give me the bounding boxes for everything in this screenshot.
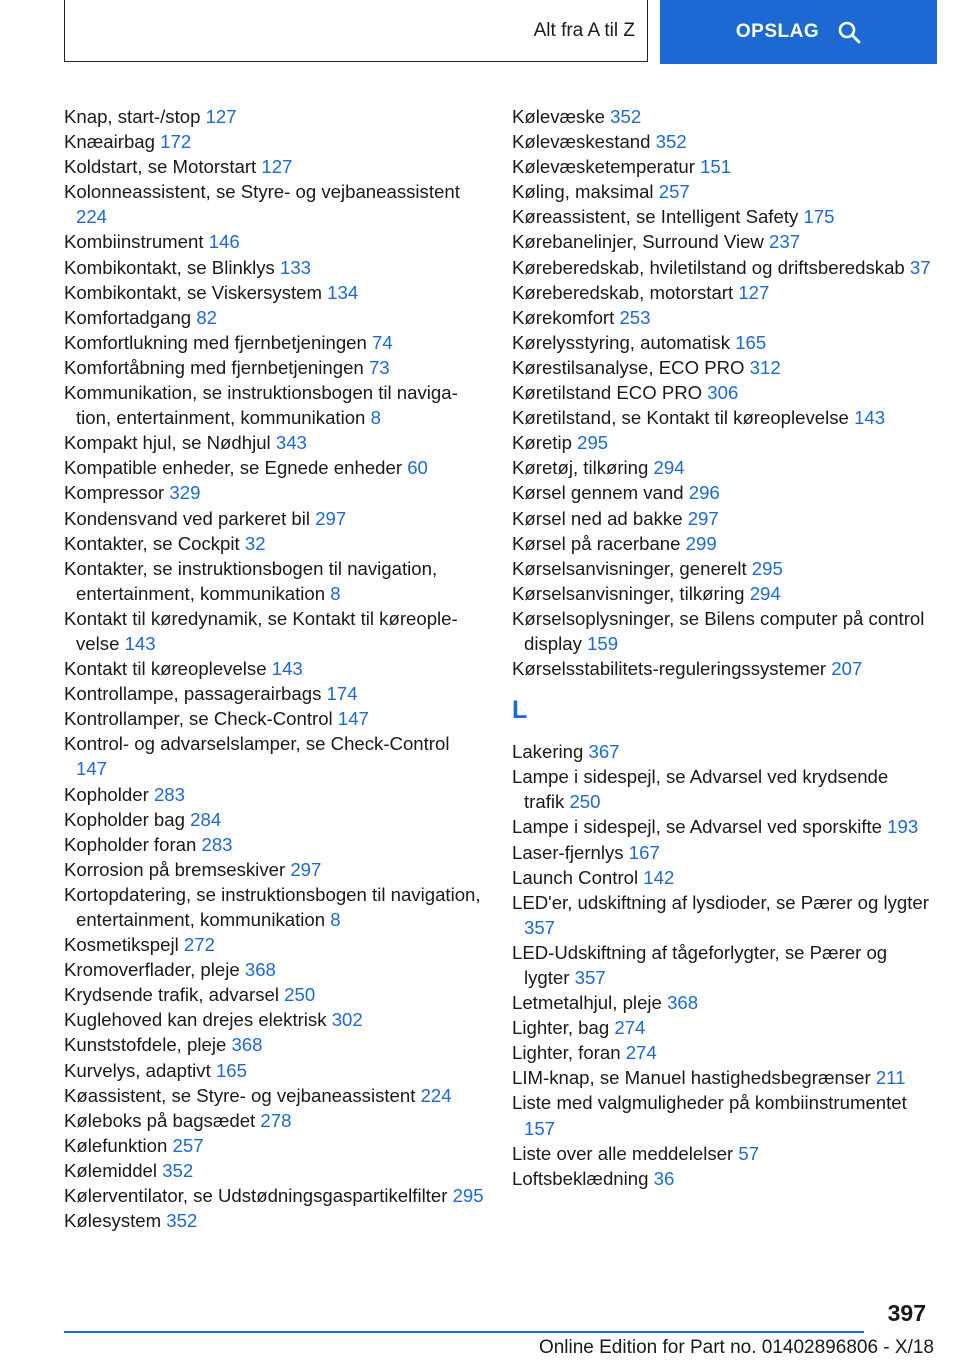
index-entry: [64, 455, 484, 480]
entry-term: Kørselsoplysninger, se Bilens computer på control display: [512, 607, 925, 654]
index-entry: [512, 581, 932, 606]
page-link[interactable]: 329: [169, 482, 201, 504]
index-entry: [512, 430, 932, 455]
entry-term: Loftsbeklædning: [512, 1167, 649, 1189]
entry-term: Kørselsanvisninger, generelt: [512, 557, 747, 579]
index-entry: [512, 990, 932, 1015]
entry-term: Køretilstand, se Kontakt til køreoplevelse: [512, 407, 849, 429]
page-link[interactable]: 295: [452, 1185, 484, 1207]
entry-term: Kromoverflader, pleje: [64, 959, 240, 981]
entry-term: Kørekomfort: [512, 306, 615, 328]
index-entry: [512, 556, 932, 581]
index-entry: [512, 531, 932, 556]
entry-term: Launch Control: [512, 866, 639, 888]
entry-term: Kontrollamper, se Check-Control: [64, 708, 333, 730]
page-link[interactable]: 143: [124, 632, 156, 654]
index-entry: [64, 706, 484, 731]
index-entry: [64, 305, 484, 330]
entry-term: Kølevæske: [512, 106, 605, 127]
page-link[interactable]: 274: [625, 1042, 657, 1064]
entry-term: Køretip: [512, 432, 572, 454]
tab-opslag-label: OPSLAG: [735, 21, 820, 42]
index-entry: [512, 1065, 932, 1090]
page-link[interactable]: 343: [275, 432, 307, 454]
entry-term: LIM-knap, se Manuel hastighedsbegrænser: [512, 1067, 871, 1089]
entry-term: Kørsel ned ad bakke: [512, 507, 683, 529]
entry-term: Kompatible enheder, se Egnede enheder: [64, 457, 403, 479]
entry-term: Lighter, foran: [512, 1042, 621, 1064]
entry-term: Køleboks på bagsædet: [64, 1109, 256, 1131]
page-link[interactable]: 8: [330, 582, 341, 604]
entry-term: Køreberedskab, hviletilstand og driftsberedskab: [512, 256, 905, 278]
header: [64, 0, 937, 64]
page-link[interactable]: 211: [875, 1067, 906, 1089]
entry-term: Knap, start-/stop: [64, 106, 201, 127]
index-entry: [512, 1141, 932, 1166]
index-group-k: [512, 104, 932, 681]
index-entry: [512, 1015, 932, 1040]
page-link[interactable]: 174: [326, 683, 358, 705]
page-link[interactable]: 57: [738, 1142, 760, 1164]
index-entry: [64, 1007, 484, 1032]
entry-term: Kopholder foran: [64, 833, 197, 855]
page-link[interactable]: 143: [854, 407, 886, 429]
index-column-left: [64, 104, 484, 1233]
index-entry: [512, 204, 932, 229]
index-entry: [512, 506, 932, 531]
entry-term: Kombikontakt, se Blinklys: [64, 256, 275, 278]
index-entry: [512, 890, 932, 940]
entry-term: LED'er, udskiftning af lysdioder, se Pærer og lygter: [512, 891, 929, 913]
page-link[interactable]: 127: [738, 281, 770, 303]
index-entry: [64, 355, 484, 380]
entry-term: Kølevæsketemperatur: [512, 156, 695, 178]
index-entry: [64, 932, 484, 957]
page-link[interactable]: 74: [372, 331, 393, 353]
entry-term: Kortopdatering, se instruktionsbogen til navigation, entertainment, kommunikation: [64, 883, 481, 930]
entry-term: Kølevæskestand: [512, 131, 651, 153]
entry-term: Letmetalhjul, pleje: [512, 992, 662, 1014]
index-entry: [512, 1090, 932, 1140]
page-link[interactable]: 224: [76, 206, 108, 228]
entry-term: Lampe i sidespejl, se Advarsel ved sporskifte: [512, 816, 882, 838]
entry-term: Kølemiddel: [64, 1159, 158, 1181]
page-link[interactable]: 175: [803, 206, 835, 228]
entry-term: Kølefunktion: [64, 1134, 168, 1156]
entry-term: Kombikontakt, se Viskersystem: [64, 281, 322, 303]
entry-term: Kontrol- og advarselslamper, se Check-Control: [64, 733, 450, 755]
index-entry: [64, 681, 484, 706]
index-group-l: [512, 739, 932, 1191]
entry-term: Liste over alle meddelelser: [512, 1142, 734, 1164]
index-entry: [64, 1058, 484, 1083]
index-entry: [64, 506, 484, 531]
index-entry: [64, 1208, 484, 1233]
entry-term: Kontakter, se instruktionsbogen til navigation, entertainment, kommunikation: [64, 557, 438, 604]
entry-term: Kørestilsanalyse, ECO PRO: [512, 356, 745, 378]
index-entry: [512, 1040, 932, 1065]
entry-term: Kontakt til køreoplevelse: [64, 658, 267, 680]
entry-term: Kølerventilator, se Udstødningsgaspartikelfilter: [64, 1185, 448, 1207]
entry-term: Kontakt til køredynamik, se Kontakt til køreoplevelse: [64, 607, 458, 654]
page-link[interactable]: 151: [700, 156, 732, 178]
page-link[interactable]: 368: [667, 992, 699, 1014]
tab-alt-fra-a-til-z[interactable]: [64, 0, 648, 62]
index-entry: [64, 430, 484, 455]
page-link[interactable]: 237: [769, 231, 801, 253]
page-link[interactable]: 295: [751, 557, 783, 579]
page-link[interactable]: 133: [280, 256, 312, 278]
entry-term: Køling, maksimal: [512, 181, 654, 203]
page-link[interactable]: 272: [183, 934, 215, 956]
index-entry: [512, 129, 932, 154]
entry-term: Kunststofdele, pleje: [64, 1034, 227, 1056]
page-link[interactable]: 274: [614, 1017, 646, 1039]
footer-divider: [64, 1331, 864, 1333]
index-entry: [512, 305, 932, 330]
index-entry: [512, 229, 932, 254]
index-entry: [512, 405, 932, 430]
page-link[interactable]: 368: [244, 959, 276, 981]
entry-term: Køretilstand ECO PRO: [512, 382, 703, 404]
entry-term: Kombiinstrument: [64, 231, 204, 253]
page-link[interactable]: 297: [687, 507, 719, 529]
entry-term: Liste med valgmuligheder på kombiinstrumentet: [512, 1092, 907, 1114]
entry-term: Kørselsanvisninger, tilkøring: [512, 582, 745, 604]
page-link[interactable]: 284: [190, 808, 222, 830]
page-link[interactable]: 60: [407, 457, 428, 479]
page-link[interactable]: 367: [588, 741, 620, 763]
index-entry: [512, 1166, 932, 1191]
page-link[interactable]: 297: [315, 507, 347, 529]
index-entry: [64, 330, 484, 355]
index-entry: [64, 104, 484, 129]
page-link[interactable]: 8: [330, 909, 341, 930]
index-entry: [64, 832, 484, 857]
page-link[interactable]: 73: [368, 356, 390, 378]
entry-term: Laser-fjernlys: [512, 841, 624, 863]
index-entry: [64, 480, 484, 505]
entry-term: Kølesystem: [64, 1210, 162, 1232]
entry-term: Kørsel på racerbane: [512, 532, 681, 554]
page-link[interactable]: 352: [655, 131, 687, 153]
index-entry: [512, 606, 932, 656]
index-entry: [512, 656, 932, 681]
index-entry: [64, 154, 484, 179]
page-link[interactable]: 352: [610, 106, 642, 127]
footer-edition: Online Edition for Part no. 01402896806 - X/18: [538, 1337, 934, 1358]
index-entry: [512, 179, 932, 204]
page-link[interactable]: 368: [231, 1034, 263, 1056]
page-link[interactable]: 224: [420, 1084, 452, 1106]
index-entry: [64, 280, 484, 305]
entry-term: Krydsende trafik, advarsel: [64, 984, 279, 1006]
page-link[interactable]: 165: [735, 331, 767, 353]
index-entry: [64, 731, 484, 781]
entry-term: Korrosion på bremseskiver: [64, 858, 286, 880]
page-link[interactable]: 257: [658, 181, 690, 203]
page-link[interactable]: 8: [370, 407, 381, 429]
entry-term: Kontakter, se Cockpit: [64, 532, 240, 554]
page-link[interactable]: 37: [909, 256, 931, 278]
index-entry: [64, 129, 484, 154]
page-link[interactable]: 357: [574, 967, 606, 988]
page-link[interactable]: 147: [76, 758, 108, 780]
page-link[interactable]: 297: [290, 858, 322, 880]
entry-term: Kosmetikspejl: [64, 934, 179, 956]
entry-term: Lighter, bag: [512, 1017, 610, 1039]
index-entry: [64, 1108, 484, 1133]
index-entry: [512, 255, 932, 280]
index-entry: [512, 940, 932, 990]
page-link[interactable]: 165: [215, 1059, 247, 1081]
index-entry: [64, 531, 484, 556]
page-link[interactable]: 32: [244, 532, 266, 554]
index-entry: [512, 739, 932, 764]
entry-term: Kørselsstabilitets-reguleringssystemer: [512, 658, 827, 680]
index-entry: [64, 1133, 484, 1158]
page-link[interactable]: 142: [643, 866, 675, 888]
index-entry: [512, 104, 932, 129]
index-entry: [64, 656, 484, 681]
entry-term: Komfortlukning med fjernbetjeningen: [64, 331, 367, 353]
entry-term: Kuglehoved kan drejes elektrisk: [64, 1009, 327, 1031]
page-link[interactable]: 278: [260, 1109, 292, 1131]
index-entry: [64, 606, 484, 656]
page-link[interactable]: 306: [707, 382, 739, 404]
index-entry: [512, 814, 932, 839]
index-entry: [64, 1032, 484, 1057]
entry-term: Koldstart, se Motorstart: [64, 156, 257, 178]
page-link[interactable]: 127: [261, 156, 293, 178]
entry-term: Kørsel gennem vand: [512, 482, 684, 504]
index-entry: [64, 380, 484, 430]
index-entry: [64, 1158, 484, 1183]
page-link[interactable]: 352: [162, 1159, 194, 1181]
page-link[interactable]: 302: [331, 1009, 363, 1031]
entry-term: Køreassistent, se Intelligent Safety: [512, 206, 799, 228]
index-column-right: [512, 104, 932, 1191]
entry-term: Kontrollampe, passagerairbags: [64, 683, 322, 705]
index-entry: [512, 480, 932, 505]
page-link[interactable]: 207: [831, 658, 863, 680]
entry-term: Køassistent, se Styre- og vejbaneassistent: [64, 1084, 416, 1106]
index-entry: [64, 1183, 484, 1208]
page-link[interactable]: 127: [205, 106, 237, 127]
entry-term: Komfortadgang: [64, 306, 192, 328]
index-entry: [512, 330, 932, 355]
entry-term: Kommunikation, se instruktionsbogen til navigation, entertainment, kommunikation: [64, 382, 458, 429]
entry-term: Kurvelys, adaptivt: [64, 1059, 211, 1081]
entry-term: LED-Udskiftning af tågeforlygter, se Pærer og lygter: [512, 941, 888, 988]
entry-term: Lampe i sidespejl, se Advarsel ved krydsende trafik: [512, 766, 889, 813]
page-link[interactable]: 146: [208, 231, 240, 253]
page-link[interactable]: 357: [524, 916, 556, 938]
entry-term: Køreberedskab, motorstart: [512, 281, 734, 303]
index-entry: [64, 556, 484, 606]
page-link[interactable]: 250: [569, 791, 601, 813]
index-entry: [512, 764, 932, 814]
index-entry: [512, 280, 932, 305]
entry-term: Køretøj, tilkøring: [512, 457, 649, 479]
page-link[interactable]: 172: [160, 131, 192, 153]
page-link[interactable]: 294: [749, 582, 781, 604]
index-entry: [64, 1083, 484, 1108]
entry-term: Kørebanelinjer, Surround View: [512, 231, 764, 253]
index-entry: [64, 229, 484, 254]
page-link[interactable]: 296: [688, 482, 720, 504]
index-entry: [64, 982, 484, 1007]
index-entry: [512, 355, 932, 380]
entry-term: Kompakt hjul, se Nødhjul: [64, 432, 271, 454]
index-entry: [64, 179, 484, 229]
page-link[interactable]: 36: [653, 1167, 675, 1189]
page-link[interactable]: 294: [653, 457, 685, 479]
page-link[interactable]: 147: [337, 708, 369, 730]
page-link[interactable]: 253: [619, 306, 651, 328]
search-icon: [837, 20, 861, 44]
page-link[interactable]: 143: [271, 658, 303, 680]
page-link[interactable]: 167: [628, 841, 660, 863]
page-link[interactable]: 283: [201, 833, 233, 855]
index-entry: [64, 857, 484, 882]
index-entry: [512, 865, 932, 890]
index-entry: [64, 882, 484, 932]
index-entry: [512, 380, 932, 405]
entry-term: Kondensvand ved parkeret bil: [64, 507, 311, 529]
tab-az-label: Alt fra A til Z: [533, 19, 635, 41]
section-letter: L: [512, 696, 528, 725]
index-entry: [512, 455, 932, 480]
entry-term: Kopholder bag: [64, 808, 185, 830]
page-link[interactable]: 82: [196, 306, 218, 328]
page-link[interactable]: 157: [524, 1117, 556, 1139]
page-link[interactable]: 352: [166, 1210, 198, 1232]
index-entry: [64, 957, 484, 982]
page-link[interactable]: 257: [172, 1134, 204, 1156]
page-link[interactable]: 250: [284, 984, 316, 1006]
index-entry: [512, 840, 932, 865]
page-link[interactable]: 134: [327, 281, 359, 303]
page-link[interactable]: 193: [887, 816, 919, 838]
page-link[interactable]: 283: [153, 783, 185, 805]
entry-term: Kompressor: [64, 482, 165, 504]
entry-term: Kopholder: [64, 783, 149, 805]
index-entry: [512, 154, 932, 179]
page-link[interactable]: 159: [587, 632, 619, 654]
index-entry: [64, 807, 484, 832]
page-link[interactable]: 295: [577, 432, 609, 454]
page-link[interactable]: 312: [749, 356, 781, 378]
tab-opslag[interactable]: [660, 0, 937, 64]
entry-term: Komfortåbning med fjernbetjeningen: [64, 356, 364, 378]
entry-term: Knæairbag: [64, 131, 155, 153]
entry-term: Lakering: [512, 741, 584, 763]
page-number: 397: [887, 1300, 926, 1326]
index-entry: [64, 782, 484, 807]
entry-term: Kørelysstyring, automatisk: [512, 331, 731, 353]
entry-term: Kolonneassistent, se Styre- og vejbaneassistent: [64, 181, 460, 203]
index-entry: [64, 255, 484, 280]
page-link[interactable]: 299: [685, 532, 717, 554]
